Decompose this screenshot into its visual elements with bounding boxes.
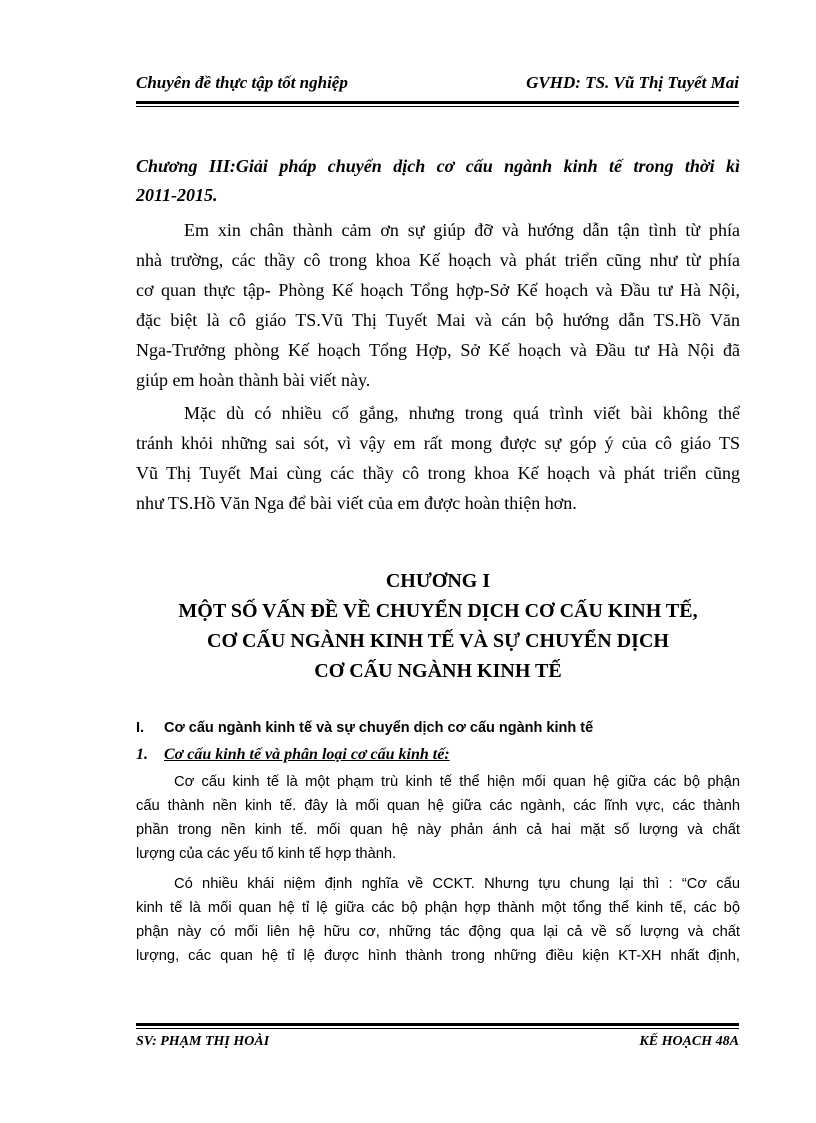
chapter-i-heading [136,566,740,686]
header-document-type: Chuyên đề thực tập tốt nghiệp [136,73,348,92]
paragraph-line: Nga-Trưởng phòng Kế hoạch Tổng Hợp, Sở Kế hoạch và Đầu tư Hà Nội đã [136,340,740,360]
acknowledgement-paragraph-2 [136,398,740,518]
footer-class: KẾ HOẠCH 48A [639,1034,739,1049]
subsection-title: Cơ cấu kinh tế và phân loại cơ cấu kinh tế: [164,746,450,763]
paragraph-line: lượng của các yếu tố kinh tế hợp thành. [136,846,397,862]
paragraph-line: Vũ Thị Tuyết Mai cùng các thầy cô trong khoa Kế hoạch và phát triển cũng [136,463,740,483]
header-rule [136,101,739,104]
chapter-heading-line: CƠ CẤU NGÀNH KINH TẾ VÀ SỰ CHUYỂN DỊCH [207,630,669,652]
paragraph-line: như TS.Hồ Văn Nga để bài viết của em được hoàn thiện hơn. [136,493,577,513]
chapter-iii-title [136,152,740,210]
footer-student: SV: PHẠM THỊ HOÀI [136,1034,270,1049]
paragraph-line: cơ quan thực tập- Phòng Kế hoạch Tổng hợp-Sở Kế hoạch và Đầu tư Hà Nội, [136,280,740,300]
page-footer [136,1034,739,1056]
footer-rule [136,1023,739,1026]
section-title: Cơ cấu ngành kinh tế và sự chuyển dịch cơ cấu ngành kinh tế [164,720,594,736]
paragraph-line: Có nhiều khái niệm định nghĩa về CCKT. Nhưng tựu chung lại thì : “Cơ cấu [174,876,740,892]
body-paragraph-1 [136,770,740,866]
subsection-number: 1. [136,746,148,763]
chapter-title-line: 2011-2015. [136,185,218,205]
header-rule-thin [136,106,739,107]
chapter-heading-line: CHƯƠNG I [385,570,491,592]
paragraph-line: cấu thành nền kinh tế. đây là mối quan hệ giữa các ngành, các lĩnh vực, các thành [136,798,740,814]
footer-rule-thin [136,1028,739,1029]
header-supervisor: GVHD: TS. Vũ Thị Tuyết Mai [526,73,739,92]
paragraph-line: đặc biệt là cô giáo TS.Vũ Thị Tuyết Mai và cán bộ hướng dẫn TS.Hồ Văn [136,310,740,330]
section-i-heading [136,720,593,736]
body-paragraph-2 [136,872,740,968]
paragraph-line: lượng, các quan hệ tỉ lệ được hình thành trong những điều kiện KT-XH nhất định, [136,948,740,964]
chapter-title-line: Chương III:Giải pháp chuyển dịch cơ cấu ngành kinh tế trong thời kì [136,156,740,176]
chapter-heading-line: MỘT SỐ VẤN ĐỀ VỀ CHUYỂN DỊCH CƠ CẤU KINH TẾ, [178,600,698,622]
paragraph-line: phần trong nền kinh tế. mối quan hệ này phản ánh cả hai mặt số lượng và chất [136,822,740,838]
page-header [136,66,739,100]
paragraph-line: Em xin chân thành cảm ơn sự giúp đỡ và hướng dẫn tận tình từ phía [184,220,740,240]
subsection-1-heading [136,746,450,764]
paragraph-line: Mặc dù có nhiều cố gắng, nhưng trong quá trình viết bài không thể [184,403,740,423]
acknowledgement-paragraph-1 [136,215,740,395]
paragraph-line: tránh khỏi những sai sót, vì vậy em rất mong được sự góp ý của cô giáo TS [136,433,740,453]
paragraph-line: kinh tế là mối quan hệ tỉ lệ giữa các bộ phận hợp thành một tổng thể kinh tế, các bộ [136,900,740,916]
paragraph-line: giúp em hoàn thành bài viết này. [136,370,371,390]
chapter-heading-line: CƠ CẤU NGÀNH KINH TẾ [314,660,562,682]
paragraph-line: phận này có mối liên hệ hữu cơ, những tác động qua lại cả về số lượng và chất [136,924,740,940]
section-number: I. [136,720,145,736]
paragraph-line: Cơ cấu kinh tế là một phạm trù kinh tế thể hiện mối quan hệ giữa các bộ phận [174,774,740,790]
paragraph-line: nhà trường, các thầy cô trong khoa Kế hoạch và phát triển cũng như từ phía [136,250,740,270]
